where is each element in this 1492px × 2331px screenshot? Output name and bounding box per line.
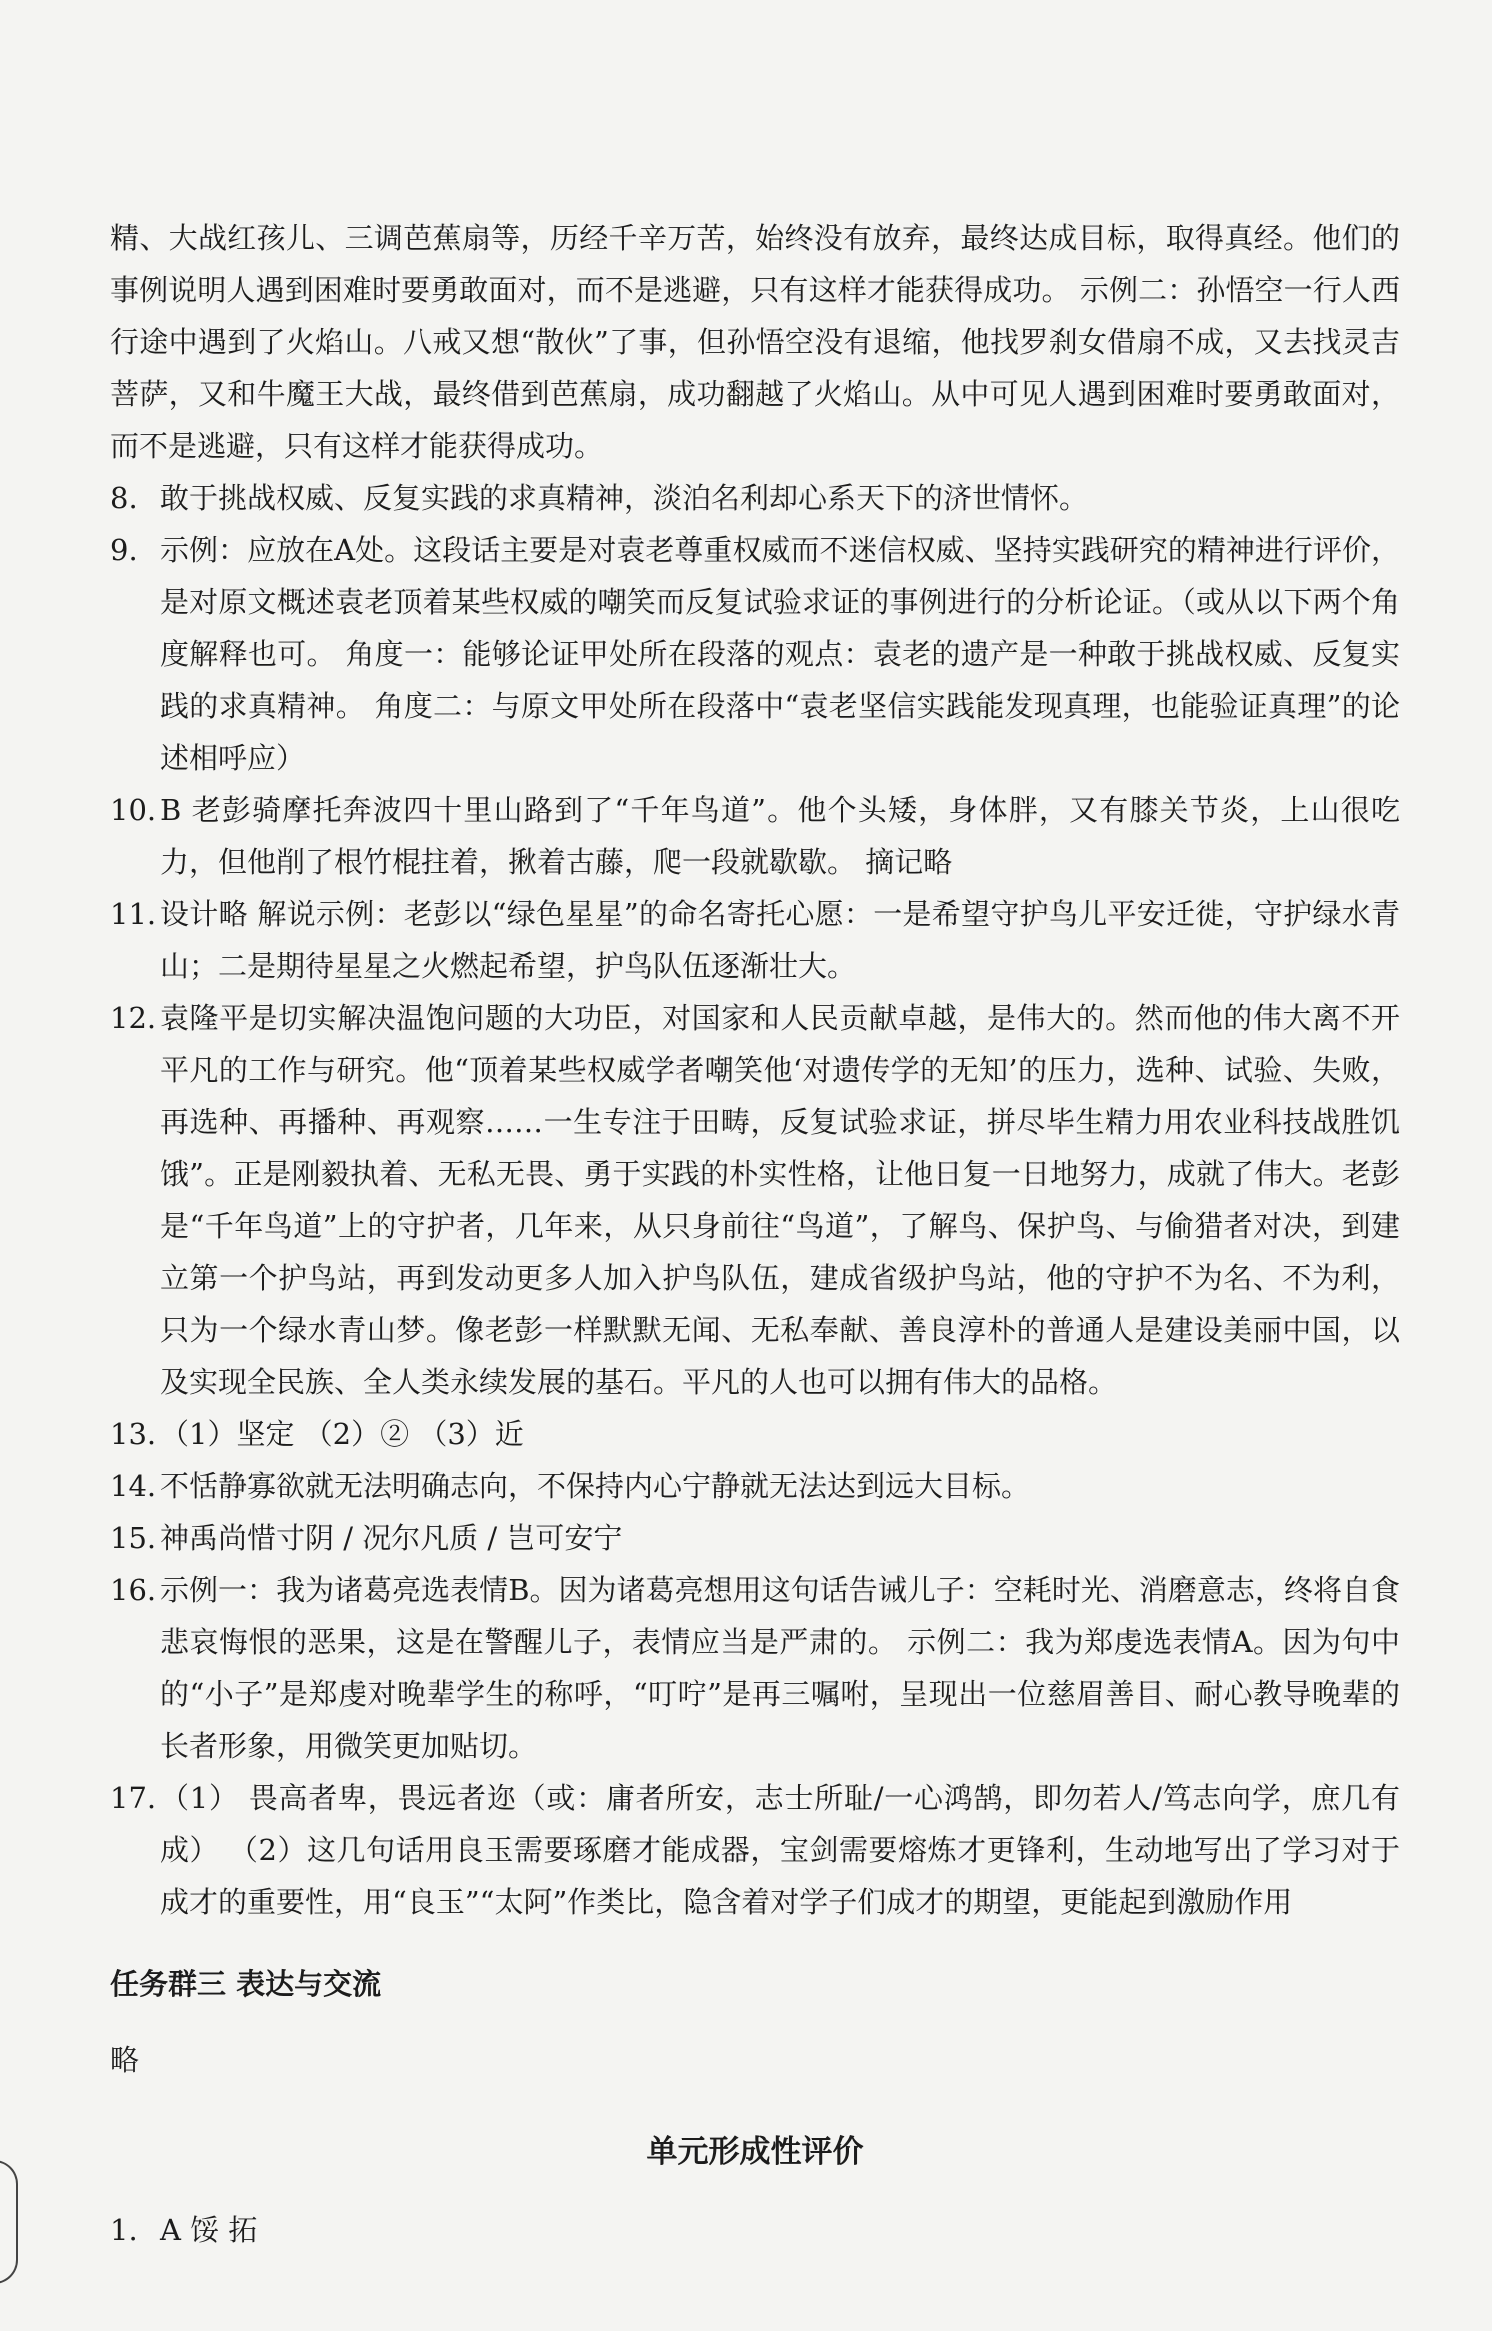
answer-item-13 <box>110 1408 1400 1460</box>
answer-number: 9. <box>110 533 138 567</box>
answer-text: 设计略 解说示例：老彭以“绿色星星”的命名寄托心愿：一是希望守护鸟儿平安迁徙，守护绿水青山；二是期待星星之火燃起希望，护鸟队伍逐渐壮大。 <box>160 897 1400 983</box>
answer-text: 示例一：我为诸葛亮选表情B。因为诸葛亮想用这句话告诫儿子：空耗时光、消磨意志，终将自食悲哀悔恨的恶果，这是在警醒儿子，表情应当是严肃的。 示例二：我为郑虔选表情A。因为句中的“小子”是郑虔对晚辈学生的称呼，“叮咛”是再三嘱咐，呈现出一位慈眉善目、耐心教导晚辈的长者形象，用微笑更加贴切。 <box>160 1573 1400 1763</box>
answer-item-9 <box>110 524 1400 784</box>
answer-number: 1. <box>110 2213 138 2247</box>
intro-paragraph: 精、大战红孩儿、三调芭蕉扇等，历经千辛万苦，始终没有放弃，最终达成目标，取得真经。他们的事例说明人遇到困难时要勇敢面对，而不是逃避，只有这样才能获得成功。 示例二：孙悟空一行人西行途中遇到了火焰山。八戒又想“散伙”了事，但孙悟空没有退缩，他找罗刹女借扇不成，又去找灵吉菩萨，又和牛魔王大战，最终借到芭蕉扇，成功翻越了火焰山。从中可见人遇到困难时要勇敢面对，而不是逃避，只有这样才能获得成功。 <box>110 221 1400 463</box>
page-edge-binding-mark <box>0 2160 18 2284</box>
answer-text: 袁隆平是切实解决温饱问题的大功臣，对国家和人民贡献卓越，是伟大的。然而他的伟大离不开平凡的工作与研究。他“顶着某些权威学者嘲笑他‘对遗传学的无知’的压力，选种、试验、失败，再选种、再播种、再观察……一生专注于田畴，反复试验求证，拼尽毕生精力用农业科技战胜饥饿”。正是刚毅执着、无私无畏、勇于实践的朴实性格，让他日复一日地努力，成就了伟大。老彭是“千年鸟道”上的守护者，几年来，从只身前往“鸟道”，了解鸟、保护鸟、与偷猎者对决，到建立第一个护鸟站，再到发动更多人加入护鸟队伍，建成省级护鸟站，他的守护不为名、不为利，只为一个绿水青山梦。像老彭一样默默无闻、无私奉献、善良淳朴的普通人是建设美丽中国，以及实现全民族、全人类永续发展的基石。平凡的人也可以拥有伟大的品格。 <box>160 1001 1400 1399</box>
answer-item-11 <box>110 888 1400 992</box>
answer-number: 15. <box>110 1521 157 1555</box>
answer-text: （1） 畏高者卑，畏远者迩（或：庸者所安，志士所耻/一心鸿鹄，即勿若人/笃志向学，庶几有成） （2）这几句话用良玉需要琢磨才能成器，宝剑需要熔炼才更锋利，生动地写出了学习对于成才的重要性，用“良玉”“太阿”作类比，隐含着对学子们成才的期望，更能起到激励作用 <box>160 1781 1400 1919</box>
answer-number: 13. <box>110 1417 157 1451</box>
section-heading: 任务群三 表达与交流 <box>110 1967 382 2001</box>
answer-number: 16. <box>110 1573 157 1607</box>
answer-number: 11. <box>110 897 157 931</box>
answer-content <box>110 212 1400 2256</box>
answer-text: A 馁 拓 <box>160 2213 258 2247</box>
answer-text: 敢于挑战权威、反复实践的求真精神，淡泊名利却心系天下的济世情怀。 <box>160 481 1089 515</box>
answer-item-14 <box>110 1460 1400 1512</box>
answer-item-12 <box>110 992 1400 1408</box>
answer-item-15 <box>110 1512 1400 1564</box>
answer-item-8 <box>110 472 1400 524</box>
answer-number: 10. <box>110 793 157 827</box>
answer-item-10 <box>110 784 1400 888</box>
answer-number: 17. <box>110 1781 157 1815</box>
answer-number: 12. <box>110 1001 157 1035</box>
section-body: 略 <box>110 2043 140 2077</box>
answer-number: 8. <box>110 481 138 515</box>
answer-number: 14. <box>110 1469 157 1503</box>
answer-text: 神禹尚惜寸阴 / 况尔凡质 / 岂可安宁 <box>160 1521 623 1555</box>
answer-text: （1）坚定 （2）② （3）近 <box>160 1417 524 1451</box>
unit-title: 单元形成性评价 <box>646 2134 864 2170</box>
unit-answer-item-1 <box>110 2204 1400 2256</box>
answer-item-16 <box>110 1564 1400 1772</box>
answer-text: B 老彭骑摩托奔波四十里山路到了“千年鸟道”。他个头矮，身体胖，又有膝关节炎，上山很吃力，但他削了根竹棍拄着，揪着古藤，爬一段就歇歇。 摘记略 <box>160 793 1400 879</box>
answer-item-17 <box>110 1772 1400 1928</box>
answer-text: 示例：应放在A处。这段话主要是对袁老尊重权威而不迷信权威、坚持实践研究的精神进行评价，是对原文概述袁老顶着某些权威的嘲笑而反复试验求证的事例进行的分析论证。（或从以下两个角度解释也可。 角度一：能够论证甲处所在段落的观点：袁老的遗产是一种敢于挑战权威、反复实践的求真精神。 角度二：与原文甲处所在段落中“袁老坚信实践能发现真理，也能验证真理”的论述相呼应） <box>160 533 1400 775</box>
answer-text: 不恬静寡欲就无法明确志向，不保持内心宁静就无法达到远大目标。 <box>160 1469 1031 1503</box>
